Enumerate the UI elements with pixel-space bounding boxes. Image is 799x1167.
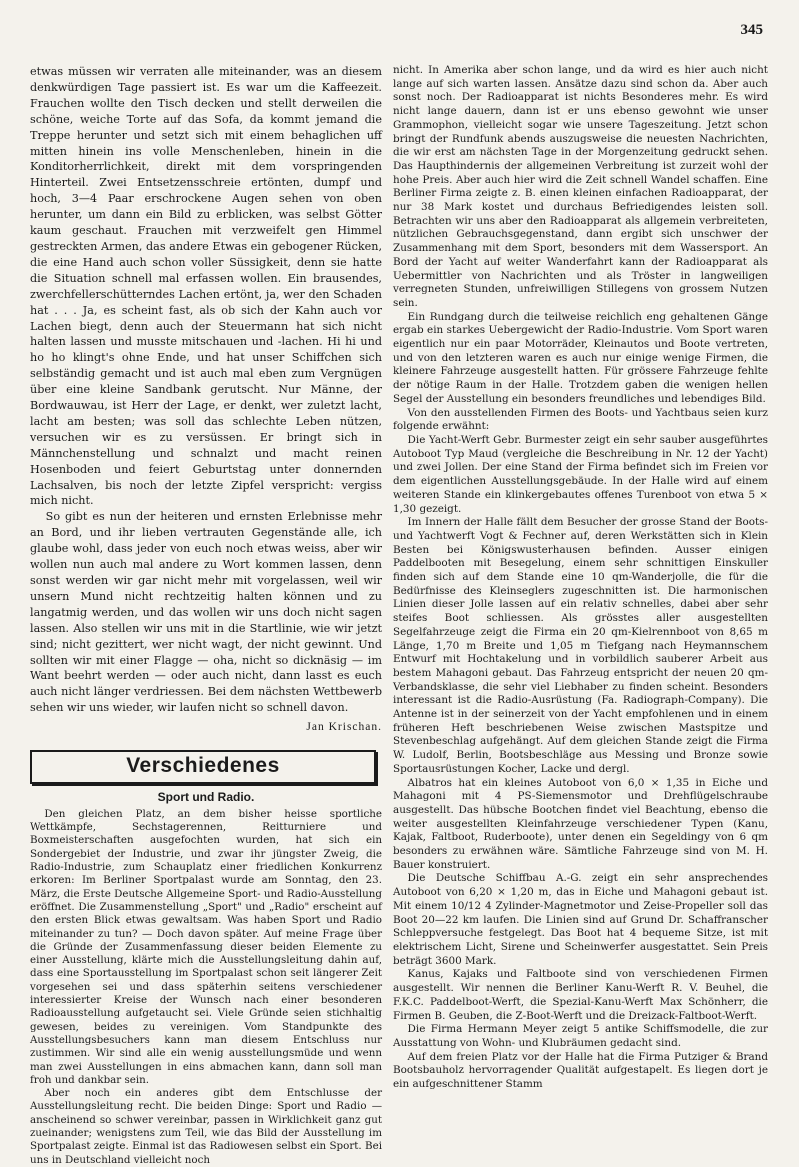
article-subheading: Sport und Radio. [157,789,255,804]
article-paragraph: Ein Rundgang durch die teilweise reichlich eng gehaltenen Gänge ergab ein starkes Uebergewicht der Radio-Industrie. Vom Sport waren eigentlich nur ein paar Motorräder, Kleinautos und Boote vertreten, und von den letzteren waren es auch nur einige wenige Firmen, die kleinere Fahrzeuge ausgestellt hatten. Für grössere Fahrzeuge fehlte der nötige Raum in der Halle. Trotzdem gaben die wenigen hellen Segel der Ausstellung ein besonders freundliches und lebendiges Bild. [393,310,768,405]
article-paragraph: Albatros hat ein kleines Autoboot von 6,0 × 1,35 in Eiche und Mahagoni mit 4 PS-Siemensmotor und Drehflügelschraube ausgestellt. Das hübsche Bootchen findet viel Beachtung, ebenso die weiter ausgestellten Kleinfahrzeuge verschiedener Typen (Kanu, Kajak, Faltboot, Ruderboote), unter denen ein Segeldingy von 6 qm besonders zu erwähnen wäre. Sämtliche Fahrzeuge sind von M. H. Bauer konstruiert. [393,776,768,871]
right-column [393,64,768,1109]
article-paragraph: Kanus, Kajaks und Faltboote sind von verschiedenen Firmen ausgestellt. Wir nennen die Berliner Kanu-Werft R. V. Beuhel, die F.K.C. Paddelboot-Werft, die Spezial-Kanu-Werft Max Schönherr, die Firmen B. Geuben, die Z-Boot-Werft und die Dreizack-Faltboot-Werft. [393,968,768,1022]
article-paragraph: Auf dem freien Platz vor der Halle hat die Firma Putziger & Brand Bootsbauholz hervorragender Qualität aufgestapelt. Es liegen dort je ein aufgeschnittener Stamm [393,1050,768,1091]
article-paragraph: Im Innern der Halle fällt dem Besucher der grosse Stand der Boots- und Yachtwerft Vogt & Fechner auf, deren Werkstätten sich in Klein Besten bei Königswusterhausen befinden. Ausser einigen Paddelbooten mit Besegelung, einem sehr schnittigen Einskuller finden sich auf dem Stande eine 10 qm-Wanderjolle, die für die Bedürfnisse des Kleinseglers zugeschnitten ist. Die harmonischen Linien dieser Jolle lassen auf ein relativ schnelles, dabei aber sehr steifes Boot schliessen. Als grösstes aller ausgestellten Segelfahrzeuge zeigt die Firma ein 20 qm-Kielrennboot von 8,65 m Länge, 1,70 m Breite und 1,05 m Tiefgang nach Heymannschem Entwurf mit Hochtakelung und in vorbildlich sauberer Arbeit aus bestem Mahagoni gebaut. Das Fahrzeug entspricht der neuen 20 qm-Verbandsklasse, die sehr viel Liebhaber zu finden scheint. Besonders interessant ist die Radio-Ausrüstung (Fa. Radiograph-Company). Die Antenne ist in der seinerzeit von der Yacht empfohlenen und in einem früheren Heft beschriebenen Weise zwischen Mastspitze und Stevenbeschlag aufgehängt. Auf dem gleichen Stande zeigt die Firma W. Ludolf, Berlin, Bootsbeschläge aus Messing und Bronze sowie Sportausrüstungen Kocher, Lacke und dergl. [393,516,768,775]
article-paragraph: Die Deutsche Schiffbau A.-G. zeigt ein sehr ansprechendes Autoboot von 6,20 × 1,20 m, das in Eiche und Mahagoni gebaut ist. Mit einem 10/12 4 Zylinder-Magnetmotor und Zeise-Propeller soll das Boot 20—22 km laufen. Die Linien sind auf Grund Dr. Schaffranscher Schleppversuche festgelegt. Das Boot hat 4 bequeme Sitze, ist mit elektrischem Licht, Sirene und Scheinwerfer ausgestattet. Sein Preis beträgt 3600 Mark. [393,872,768,967]
article-paragraph: Aber noch ein anderes gibt dem Entschlusse der Ausstellungsleitung recht. Die beiden Dinge: Sport und Radio — anscheinend so schwer vereinbar, passen in Wirklichkeit ganz gut zueinander; wenigstens zum Teil, wie das Bild der Ausstellung im Sportpalast zeigte. Einmal ist das Radiowesen selbst ein Sport. Bei uns in Deutschland vielleicht noch [30,1087,382,1166]
sport-radio-article [30,808,382,1167]
article-paragraph: etwas müssen wir verraten alle miteinander, was an diesem denkwürdigen Tage passiert ist. Es war um die Kaffeezeit. Frauchen wollte den Tisch decken und stellt derweilen die schöne, weiche Torte auf das Sofa, da kommt jemand die Treppe herunter und setzt sich mit einem behaglichen uff mitten hinein ins volle Menschenleben, hinein in die Konditorherrlichkeit, direkt mit dem vorspringenden Hinterteil. Zwei Entsetzensschreie ertönten, dumpf und hoch, 3—4 Paar erschrockene Augen sehen von oben herunter, um dann ein Bild zu erblicken, was selbst Götter kaum geschaut. Frauchen mit verzweifelt gen Himmel gestreckten Armen, das andere Etwas ein gebogener Rücken, die eine Hand auch schon voller Süssigkeit, denn sie hatte die Situation schnell mal erfassen wollen. Ein brausendes, zwerchfellerschütterndes Lachen ertönt, ja, wer den Schaden hat . . . Ja, es scheint fast, als ob sich der Kahn auch vor Lachen biegt, denn auch der Steuermann hat sich nicht halten lassen und musste mitschauen und -lachen. Hi hi und ho ho klingt's ohne Ende, und hat unser Schiffchen sich selbständig gemacht und ist auch mal eben zum Vergnügen über eine kleine Sandbank gerutscht. Nur Männe, der Bordwauwau, ist Herr der Lage, er denkt, wer zuletzt lacht, lacht am besten; was soll das schlechte Leben nützen, versuchen wir es zu versüssen. Er bringt sich in Männchenstellung und schnalzt und macht reinen Hosenboden und feiert Geburtstag unter donnernden Lachsalven, bis noch der letzte Zipfel verspricht: vergiss mich nicht. [30,65,382,508]
article-paragraph: Die Yacht-Werft Gebr. Burmester zeigt ein sehr sauber ausgeführtes Autoboot Typ Maud (vergleiche die Beschreibung in Nr. 12 der Yacht) und zwei Jollen. Der eine Stand der Firma befindet sich im Freien vor dem eigentlichen Ausstellungsgebäude. In der Halle wird auf einem weiteren Stande ein klinkergebautes offenes Turenboot von etwa 5 × 1,30 gezeigt. [393,433,768,515]
page-number: 345 [740,22,763,38]
left-column [30,64,382,1166]
author-signature: Jan Krischan. [306,721,382,734]
article-paragraph: Von den ausstellenden Firmen des Boots- und Yachtbaus seien kurz folgende erwähnt: [393,406,768,433]
article-paragraph: Den gleichen Platz, an dem bisher heisse sportliche Wettkämpfe, Sechstagerennen, Reitturniere und Boxmeisterschaften ausgefochten wurden, hat sich ein Sondergebiet der Industrie, und zwar ihr jüngster Zweig, die Radio-Industrie, zum Schauplatz einer friedlichen Konkurrenz erkoren: Im Berliner Sportpalast wurde am Sonntag, den 23. März, die Erste Deutsche Allgemeine Sport- und Radio-Ausstellung eröffnet. Die Zusammenstellung „Sport" und „Radio" erscheint auf den ersten Blick etwas gewaltsam. Was haben Sport und Radio miteinander zu tun? — Doch davon später. Auf meine Frage über die Gründe der Zusammenfassung dieser beiden Elemente zu einer Ausstellung, klärte mich die Ausstellungsleitung dahin auf, dass eine Sportausstellung im Sportpalast schon seit längerer Zeit vorgesehen sei und dass späterhin seitens verschiedener interessierter Kreise der Wunsch nach einer besonderen Radioausstellung aufgetaucht sei. Viele Gründe seien stichhaltig gewesen, beides zu vereinigen. Vom Standpunkte des Ausstellungsbesuchers kann man diesem Entschluss nur zustimmen. Wir sind alle ein wenig ausstellungsmüde und wenn man zwei Ausstellungen in eins abmachen kann, dann soll man froh und dankbar sein. [30,807,382,1086]
section-title: Verschiedenes [126,754,280,778]
article-paragraph: Die Firma Hermann Meyer zeigt 5 antike Schiffsmodelle, die zur Ausstattung von Wohn- und Klubräumen gedacht sind. [393,1023,768,1049]
article-paragraph: nicht. In Amerika aber schon lange, und da wird es hier auch nicht lange auf sich warten lassen. Ansätze dazu sind schon da. Aber auch sonst noch. Der Radioapparat ist nichts Besonderes mehr. Es wird nicht lange dauern, dann ist er uns ebenso gewohnt wie unser Grammophon, vielleicht sogar wie unsere Tageszeitung. Jetzt schon bringt der Rundfunk abends auszugsweise die neuesten Nachrichten, die wir erst am nächsten Tage in der Morgenzeitung gedruckt sehen. Das Haupthindernis der allgemeinen Verbreitung ist zurzeit wohl der hohe Preis. Aber auch hier wird die Zeit schnell Wandel schaffen. Eine Berliner Firma zeigte z. B. einen kleinen einfachen Radioapparat, der nur 38 Mark kostet und durchaus Befriedigendes leisten soll. Betrachten wir uns aber den Radioapparat als allgemein verbreiteten, nützlichen Gebrauchsgegenstand, dann ergibt sich unschwer der Zusammenhang mit dem Sport, besonders mit dem Wassersport. An Bord der Yacht auf weiter Wanderfahrt kann der Radioapparat als Uebermittler von Nachrichten und als Tröster in langweiligen verregneten Stunden, unfreiwilligen Stillegens von grossem Nutzen sein. [393,64,768,309]
article-paragraph: So gibt es nun der heiteren und ernsten Erlebnisse mehr an Bord, und ihr lieben vertrauten Gegenstände alle, ich glaube wohl, dass jeder von euch noch etwas weiss, aber wir wollen nun auch mal andere zu Wort kommen lassen, denn sonst werden wir gar nicht mehr mit vorgelassen, weil wir unsern Mund nicht rechtzeitig halten können und zu langatmig werden, und das wollen wir uns doch nicht sagen lassen. Also stellen wir uns mit in die Startlinie, wie wir jetzt sind; nicht gezittert, wer nicht wagt, der nicht gewinnt. Und sollten wir mit einer Flagge — oha, nicht so dicknäsig — im Want beehrt werden — oder auch nicht, dann lasst es euch auch nicht länger verdriessen. Bei dem nächsten Wettbewerb sehen wir uns wieder, wir laufen nicht so schnell davon. [30,510,382,715]
section-header-box [30,750,376,784]
